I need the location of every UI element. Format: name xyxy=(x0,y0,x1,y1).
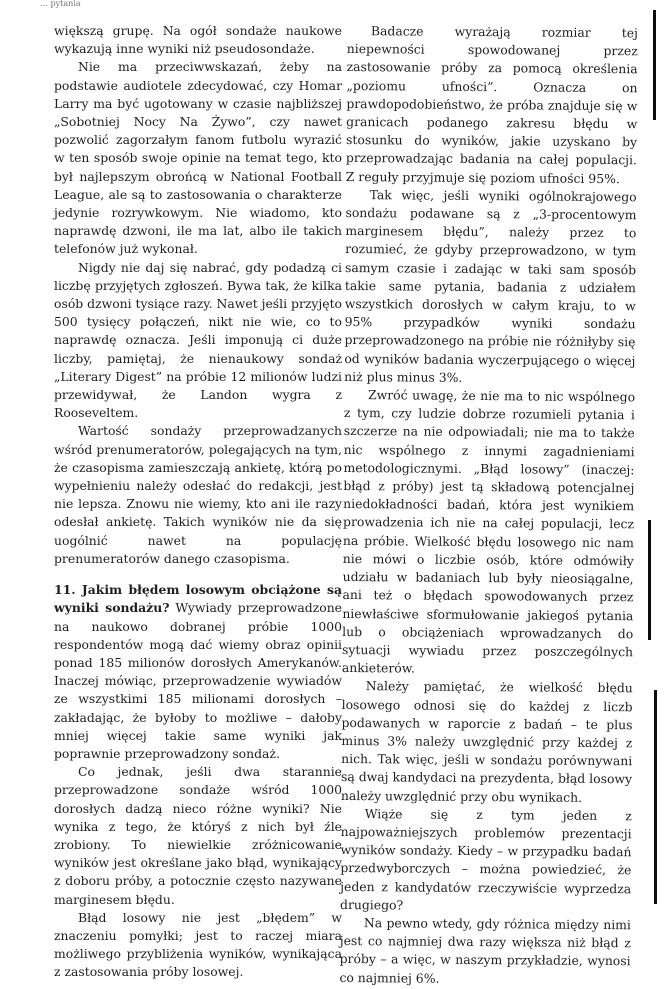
question-body: Wywiady przeprowadzone na naukowo dobranej próbie 1000 respondentów mogą dać wiemy obraz opinii ponad 185 milionów dorosłych Amerykanów. Inaczej mówiąc, przeprowadzenie wywiadów ze wszystkimi 185 milionami dorosłych – zakładając, że byłoby to możliwe – dałoby mniej więcej takie same wyniki jak poprawnie przeprowadzony sondaż. xyxy=(54,600,343,761)
paragraph: Nigdy nie daj się nabrać, gdy podadzą ci liczbę przyjętych zgłoszeń. Bywa tak, że kilka osób dzwoni tysiące razy. Nawet jeśli przyjęto 500 tysięcy połączeń, nikt nie wie, co to naprawdę oznacza. Jeśli imponują ci duże liczby, pamiętaj, że nienaukowy sondaż „Literary Digest” na próbie 12 milionów ludzi przewidywał, że Landon wygra z Rooseveltem. xyxy=(54,259,343,421)
paragraph: Co jednak, jeśli dwa starannie przeprowadzone sondaże wśród 1000 dorosłych dadzą nieco różne wyniki? Nie wynika z tego, że któryś z nich był źle zrobiony. To niewielkie zróżnicowanie wyników jest określane jako błąd, wynikający z doboru próby, a potocznie często nazywane marginesem błędu. xyxy=(54,764,342,907)
running-header: … pytania xyxy=(40,0,81,8)
paragraph: Błąd losowy nie jest „błędem” w znaczeniu pomyłki; jest to raczej miara możliwego przybliżenia wyników, wynikająca z zastosowania próby losowej. xyxy=(54,909,342,980)
right-column xyxy=(339,22,638,989)
paragraph-continued: większą grupę. Na ogół sondaże naukowe wykazują inne wyniki niż pseudosondaże. xyxy=(54,23,342,57)
paragraph: Nie ma przeciwwskazań, żeby na podstawie audiotele zdecydować, czy Homar Larry ma być ugotowany w czasie najbliższej „Sobotniej Nocy Na Żywo”, czy nawet pozwolić zagorzałym fanom futbolu wyrazić w ten sposób swoje opinie na temat tego, kto był najlepszym obrońcą w National Football League, ale są to zastosowania o charakterze jedynie rozrywkowym. Nie wiadomo, kto naprawdę dzwoni, ile ma lat, albo ile takich telefonów już wykonał. xyxy=(54,59,342,257)
page-edge-shadow xyxy=(648,520,651,640)
paragraph: Zwróć uwagę, że nie ma to nic wspólnego z tym, czy ludzie dobrze rozumieli pytania i szczerze na nie odpowiadali; nie ma to także nic wspólnego z innymi zagadnieniami metodologicznymi. „Błąd losowy” (inaczej: błąd z próby) jest tą składową potencjalnej niedokładności badań, która jest wynikiem prowadzenia ich nie na całej populacji, lecz na próbie. Wielkość błędu losowego nic nam nie mówi o liczbie osób, które odmówiły udziału w badaniach lub były nieosiągalne, ani też o błędach spowodowanych przez niewłaściwe sformułowanie jakiegoś pytania lub o obciążeniach wprowadzanych do sytuacji wywiadu przez poszczególnych ankieterów. xyxy=(341,387,636,676)
page-edge-shadow xyxy=(653,10,656,120)
paragraph: Tak więc, jeśli wyniki ogólnokrajowego sondażu podawane są z „3-procentowym marginesem błędu”, należy przez to rozumieć, że gdyby przeprowadzono, w tym samym czasie i zadając w taki sam sposób takie same pytania, badania z udziałem wszystkich dorosłych w całym kraju, to w 95% przypadków wyniki sondażu przeprowadzonego na próbie nie różniłyby się od wyników badania wyczerpującego o więcej niż plus minus 3%. xyxy=(344,187,637,385)
question-paragraph xyxy=(54,581,342,763)
page-edge-shadow xyxy=(654,690,657,904)
paragraph: Należy pamiętać, że wielkość błędu losowego odnosi się do każdej z liczb podawanych w raporcie z badań – te plus minus 3% należy uwzględnić przy każdej z nich. Tak więc, jeśli w sondażu porównywani są dwaj kandydaci na prezydenta, błąd losowy należy uwzględnić przy obu wynikach. xyxy=(340,678,633,805)
left-column xyxy=(54,22,342,982)
paragraph: Wiąże się z tym jeden z najpoważniejszych problemów prezentacji wyników sondaży. Kiedy – w przypadku badań przedwyborczych – można powiedzieć, że jeden z kandydatów rzeczywiście wyprzedza drugiego? xyxy=(340,805,632,913)
paragraph: Na pewno wtedy, gdy różnica między nimi jest co najmniej dwa razy większa niż błąd z próby – a więc, w naszym przykładzie, wynosi co najmniej 6%. xyxy=(339,915,631,986)
paragraph: Wartość sondaży przeprowadzanych wśród prenumeratorów, polegających na tym, że czasopisma zamieszczają ankietę, którą po wypełnieniu należy odesłać do redakcji, jest nie lepsza. Znowu nie wiemy, kto ani ile razy odesłał ankietę. Takich wyników nie da się uogólnić nawet na populację prenumeratorów danego czasopisma. xyxy=(54,423,342,566)
paragraph: Badacze wyrażają rozmiar tej niepewności spowodowanej przez zastosowanie próby za pomocą określenia „poziomu ufności”. Oznacza on prawdopodobieństwo, że próba znajduje się w granicach podanego zakresu błędu w stosunku do wyników, jakie uzyskano by przeprowadzając badania na całej populacji. Z reguły przyjmuje się poziom ufności 95%. xyxy=(345,23,638,186)
question-heading: 11. Jakim błędem losowym obciążone są wyniki sondażu? xyxy=(54,582,342,616)
